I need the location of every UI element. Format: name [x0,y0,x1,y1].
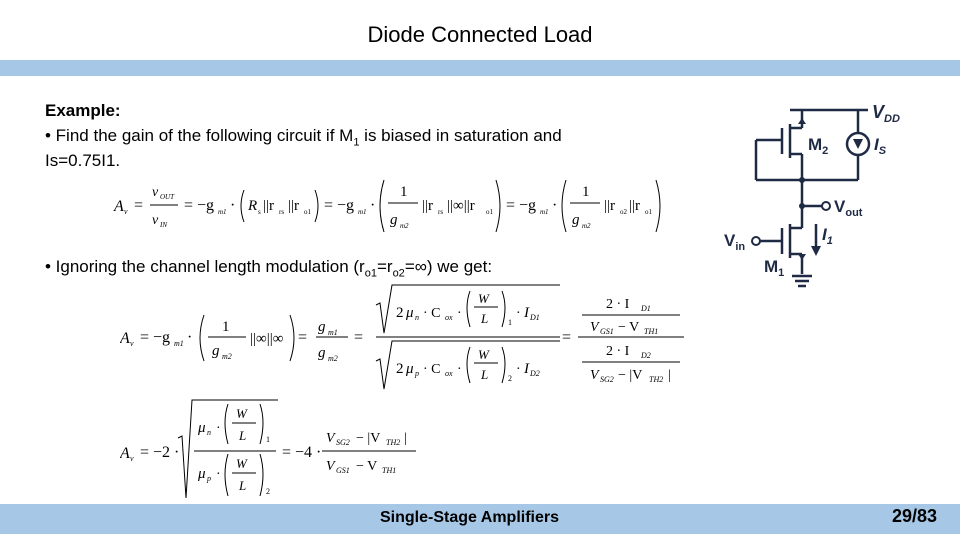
svg-text:m2: m2 [328,354,338,363]
svg-text:o1: o1 [304,208,311,216]
svg-text:· C: · C [423,362,441,377]
svg-text:g: g [318,319,326,335]
svg-text:m1: m1 [540,208,549,216]
svg-text:m1: m1 [218,208,227,216]
svg-text:L: L [239,428,247,443]
svg-text:|: | [404,431,407,446]
svg-text:·: · [370,197,376,214]
svg-text:o1: o1 [486,208,493,216]
svg-text:·: · [230,197,236,214]
svg-text:n: n [415,313,419,322]
svg-text:p: p [207,474,211,483]
svg-text:= −g: = −g [324,197,355,214]
svg-text:v: v [130,454,134,463]
svg-text:ox: ox [445,369,453,378]
svg-text:μ: μ [198,420,206,436]
svg-text:v: v [152,213,159,228]
svg-text:m2: m2 [400,222,409,230]
svg-text:·: · [187,329,193,346]
m2-label: $M_2$ [808,135,829,157]
page-number: 29/83 [892,506,938,526]
is-label: $I_S$ [874,135,887,157]
svg-text:IN: IN [160,221,167,229]
svg-text:g: g [390,212,398,228]
svg-text:W: W [478,347,489,362]
svg-text:2 · I: 2 · I [606,344,630,359]
circuit-schematic [722,96,922,306]
svg-text:R: R [248,198,258,214]
svg-text:·: · [216,467,221,482]
header-bar [0,60,960,76]
bullet-1-line-1: • Find the gain of the following circuit if $M_1$ is biased in saturation and [45,126,562,149]
svg-text:V: V [326,431,335,446]
svg-text:=: = [354,329,364,346]
footer-course-title: Single-Stage Amplifiers [380,509,559,526]
svg-text:1: 1 [508,318,512,327]
vout-label: $V_{out}$ [834,197,863,219]
svg-text:TH1: TH1 [382,466,397,475]
svg-text:m1: m1 [174,339,184,348]
svg-text:v: v [130,339,134,348]
svg-text:D2: D2 [530,369,540,378]
svg-text:ox: ox [445,313,453,322]
svg-text:A: A [120,330,130,347]
svg-text:g: g [212,343,220,359]
svg-text:W: W [478,291,489,306]
gain-equation-1 [112,176,672,236]
svg-text:V: V [326,459,335,474]
svg-text:OUT: OUT [160,193,175,201]
svg-text:·: · [216,421,221,436]
svg-text:W: W [236,406,247,421]
svg-text:1: 1 [582,184,590,200]
svg-text:2: 2 [266,487,270,496]
svg-text:g: g [318,345,326,361]
svg-text:||r: ||r [422,198,434,214]
svg-text:|: | [668,368,671,383]
svg-text:GS1: GS1 [336,466,350,475]
svg-text:1: 1 [400,184,408,200]
i1-label: $I_1$ [822,225,833,247]
svg-text:·: · [457,362,462,377]
svg-text:= −g: = −g [506,197,537,214]
svg-text:− V: − V [356,459,378,474]
svg-text:=: = [134,197,144,214]
svg-text:I: I [524,305,529,321]
svg-text:− |V: − |V [356,431,381,446]
svg-text:g: g [572,212,580,228]
svg-text:·: · [552,197,558,214]
vin-label: $V_{in}$ [724,231,746,253]
vdd-label: $V_{DD}$ [872,102,900,125]
svg-text:SG2: SG2 [600,375,614,384]
svg-text:A: A [114,198,124,215]
svg-text:L: L [481,367,489,382]
svg-text:rs: rs [438,208,444,216]
svg-text:μ: μ [406,361,414,377]
svg-text:TH2: TH2 [386,438,401,447]
svg-text:||∞||r: ||∞||r [447,198,475,214]
svg-text:= −2 ·: = −2 · [140,444,180,461]
svg-text:rs: rs [279,208,285,216]
svg-text:||∞||∞: ||∞||∞ [250,331,284,347]
svg-text:v: v [152,185,159,200]
svg-text:1: 1 [266,435,270,444]
bullet-1-line-2: Is=0.75I1. [45,151,121,170]
svg-text:2 · I: 2 · I [606,297,630,312]
svg-text:2: 2 [508,374,512,383]
gain-equation-3 [120,398,430,502]
svg-text:V: V [590,368,599,383]
svg-text:=: = [562,329,572,346]
svg-text:·: · [516,362,521,377]
svg-text:TH1: TH1 [644,327,659,336]
svg-text:o2: o2 [620,208,627,216]
svg-text:· C: · C [423,306,441,321]
svg-text:1: 1 [222,319,230,335]
svg-text:GS1: GS1 [600,327,614,336]
svg-text:= −g: = −g [184,197,215,214]
svg-text:m1: m1 [358,208,367,216]
svg-text:V: V [590,320,599,335]
gain-equation-2 [120,283,690,393]
svg-text:W: W [236,456,247,471]
svg-text:||r: ||r [629,198,641,214]
svg-text:I: I [524,361,529,377]
svg-text:= −g: = −g [140,329,171,346]
svg-text:μ: μ [406,305,414,321]
svg-text:m2: m2 [222,352,232,361]
svg-text:p: p [415,369,419,378]
svg-text:2: 2 [396,361,404,377]
m1-label: $M_1$ [764,257,785,279]
svg-text:o1: o1 [645,208,652,216]
svg-text:v: v [124,207,128,216]
svg-text:s: s [258,208,261,216]
svg-text:||r: ||r [288,198,300,214]
svg-text:m1: m1 [328,328,338,337]
svg-text:||r: ||r [604,198,616,214]
slide-title: Diode Connected Load [367,22,593,47]
svg-text:=: = [298,329,308,346]
svg-text:D2: D2 [641,351,651,360]
svg-text:m2: m2 [582,222,591,230]
svg-text:||r: ||r [263,198,275,214]
example-heading: Example: [45,101,121,120]
svg-text:·: · [457,306,462,321]
svg-text:SG2: SG2 [336,438,350,447]
svg-text:− |V: − |V [618,368,643,383]
svg-text:D1: D1 [641,304,651,313]
svg-text:D1: D1 [530,313,540,322]
svg-text:n: n [207,428,211,437]
svg-text:2: 2 [396,305,404,321]
svg-text:L: L [239,478,247,493]
bullet-2: • Ignoring the channel length modulation $(r_{o1}=r_{o2}=\infty)$ we get: [45,257,493,280]
svg-text:L: L [481,311,489,326]
svg-text:·: · [516,306,521,321]
svg-text:A: A [120,445,130,462]
svg-text:− V: − V [618,320,640,335]
svg-text:μ: μ [198,466,206,482]
svg-text:= −4 ·: = −4 · [282,444,322,461]
svg-text:TH2: TH2 [649,375,664,384]
